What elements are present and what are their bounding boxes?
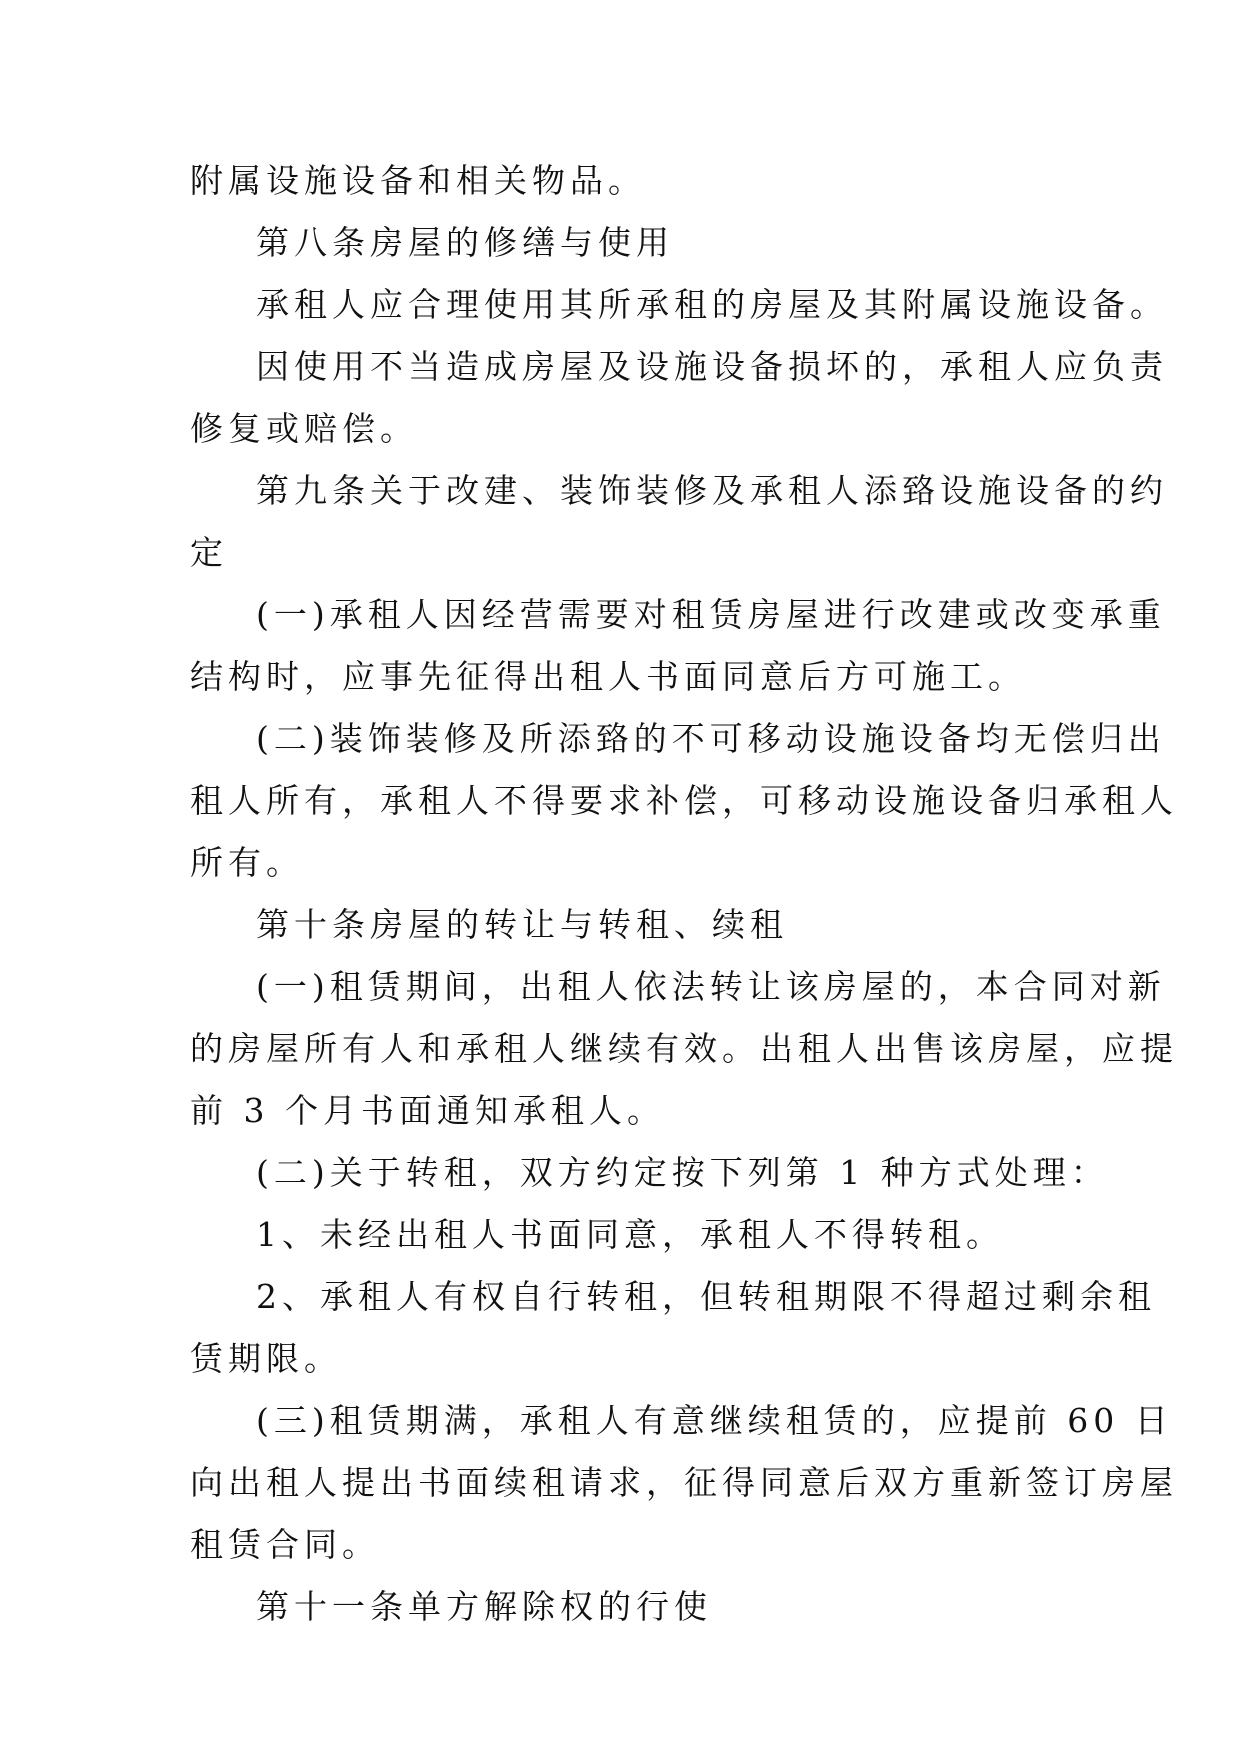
text-line: (二)装饰装修及所添臵的不可移动设施设备均无偿归出 (256, 719, 1166, 758)
text-line: 的房屋所有人和承租人继续有效。出租人出售该房屋，应提 (190, 1029, 1178, 1068)
text-line: (一)承租人因经营需要对租赁房屋进行改建或改变承重 (256, 595, 1166, 634)
text-line: 2、承租人有权自行转租，但转租期限不得超过剩余租 (256, 1277, 1156, 1316)
section-heading: 第十一条单方解除权的行使 (256, 1587, 712, 1626)
text-line: (一)租赁期间，出租人依法转让该房屋的，本合同对新 (256, 967, 1166, 1006)
text-line: 租人所有，承租人不得要求补偿，可移动设施设备归承租人 (190, 781, 1178, 820)
text-line: 所有。 (190, 843, 304, 882)
text-line: 定 (190, 533, 228, 572)
section-heading: 第九条关于改建、装饰装修及承租人添臵设施设备的约 (256, 471, 1168, 510)
text-line: 承租人应合理使用其所承租的房屋及其附属设施设备。 (256, 285, 1168, 324)
text-line: 附属设施设备和相关物品。 (190, 161, 646, 200)
text-line: 因使用不当造成房屋及设施设备损坏的，承租人应负责 (256, 347, 1168, 386)
text-line: 赁期限。 (190, 1339, 342, 1378)
text-line: 向出租人提出书面续租请求，征得同意后双方重新签订房屋 (190, 1463, 1178, 1502)
text-line: 修复或赔偿。 (190, 409, 418, 448)
text-line: (三)租赁期满，承租人有意继续租赁的，应提前 60 日 (256, 1401, 1173, 1440)
text-line: 1、未经出租人书面同意，承租人不得转租。 (256, 1215, 1004, 1254)
text-line: 租赁合同。 (190, 1525, 380, 1564)
section-heading: 第八条房屋的修缮与使用 (256, 223, 674, 262)
text-line: 前 3 个月书面通知承租人。 (190, 1091, 665, 1130)
text-line: (二)关于转租，双方约定按下列第 1 种方式处理： (256, 1153, 1109, 1192)
text-line: 结构时，应事先征得出租人书面同意后方可施工。 (190, 657, 1026, 696)
section-heading: 第十条房屋的转让与转租、续租 (256, 905, 788, 944)
document-page (190, 150, 1178, 1638)
